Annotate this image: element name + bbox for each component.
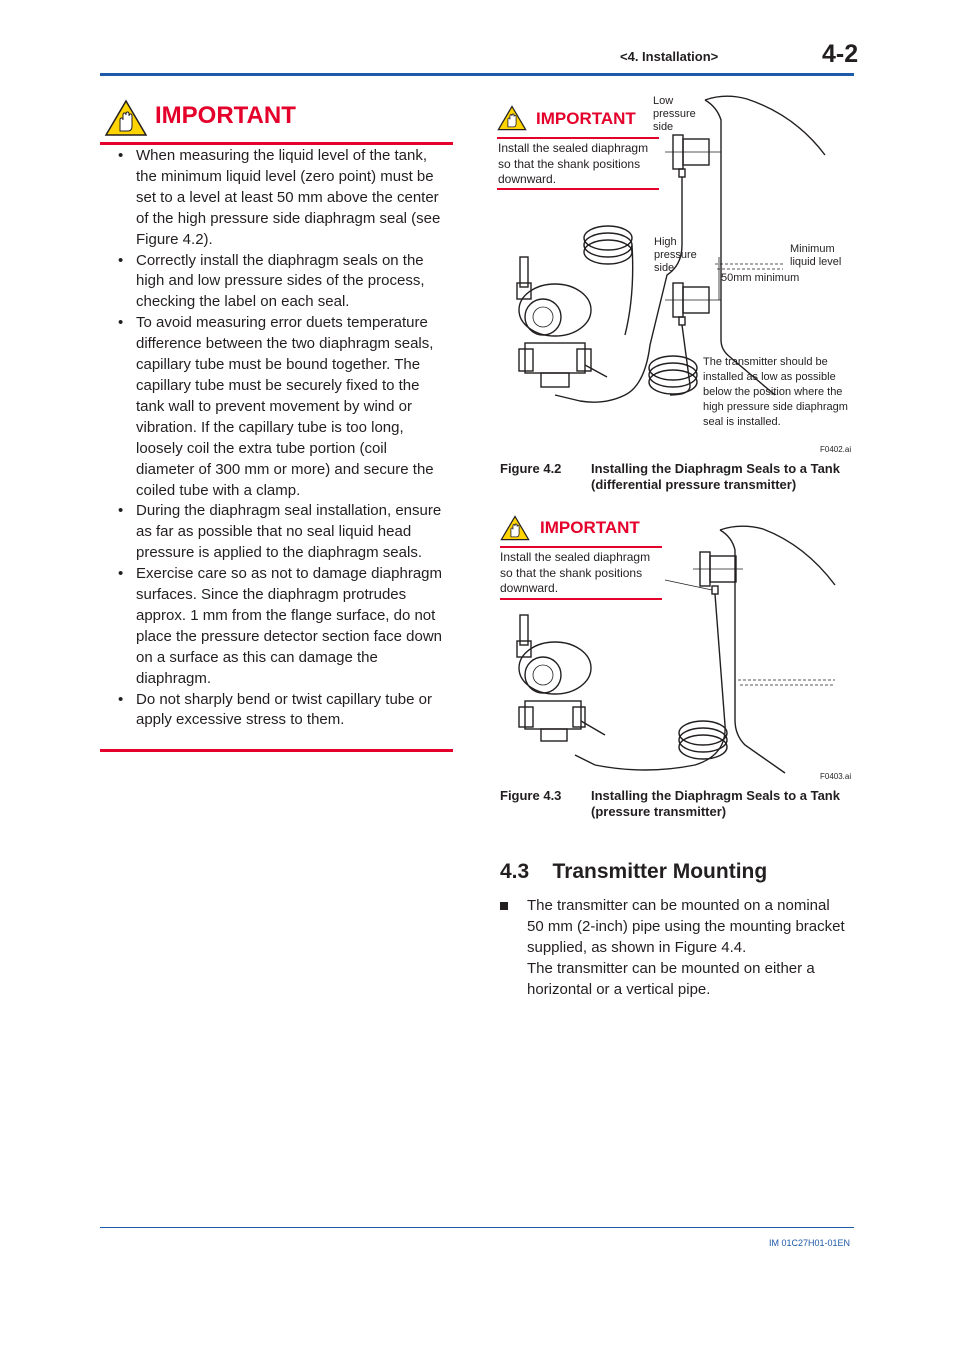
important-bottom-rule	[100, 749, 453, 752]
figure-4-2-file-id: F0402.ai	[820, 445, 852, 454]
section-paragraph: The transmitter can be mounted on either a horizontal or a vertical pipe.	[527, 959, 815, 998]
tank-wall	[705, 100, 775, 395]
list-item: • To avoid measuring error duets temperature difference between the two diaphragm seals, capillary tube must be bound together. The capillary tube must be securely fixed to the tank wall to prevent movement by wind or vibration. If the capillary tube is too long, loosely coil the extra tube portion (coil diameter of 300 mm or more) and secure the coiled tube with a clamp.	[118, 313, 448, 501]
important-top-rule	[100, 142, 453, 145]
header-section-label: <4. Installation>	[620, 49, 719, 64]
caution-hand-icon	[104, 99, 148, 137]
section-paragraph: The transmitter can be mounted on a nominal 50 mm (2-inch) pipe using the mounting bracket supplied, as shown in Figure 4.4.	[527, 897, 845, 956]
figure-4-3-caption-text: Installing the Diaphragm Seals to a Tank (pressure transmitter)	[591, 788, 840, 819]
page-number: 4-2	[822, 40, 859, 68]
figure-4-3-caption-number: Figure 4.3	[500, 788, 562, 803]
list-item: • Exercise care so as not to damage diaphragm surfaces. Since the diaphragm protrudes approx. 1 mm from the flange surface, do not place the pressure detector section face down on a surface as this can damage the diaphragm.	[118, 564, 448, 689]
figure-4-3-important-title: IMPORTANT	[540, 518, 640, 537]
header-rule	[100, 73, 854, 76]
label-minimum-liquid-level: Minimum liquid level	[790, 243, 842, 268]
square-bullet-icon	[500, 902, 508, 910]
transmitter-drawing	[517, 257, 607, 387]
figure-4-3-important-top-rule	[500, 546, 662, 548]
list-item: • Correctly install the diaphragm seals on the high and low pressure sides of the process, checking the label on each seal.	[118, 251, 448, 314]
tank-wall	[720, 530, 785, 773]
important-title: IMPORTANT	[155, 102, 296, 129]
transmitter-drawing	[517, 615, 605, 741]
figure-4-3-important-bottom-rule	[500, 598, 662, 600]
figure-4-3-file-id: F0403.ai	[820, 772, 852, 781]
label-high-pressure-side: High pressure side	[654, 236, 697, 274]
figure-4-2-important-note: Install the sealed diaphragm so that the shank positions downward.	[498, 141, 649, 186]
section-body	[527, 896, 847, 1001]
label-low-pressure-side: Low pressure side	[653, 95, 696, 133]
list-item: • Do not sharply bend or twist capillary tube or apply excessive stress to them.	[118, 690, 448, 732]
caution-hand-icon	[497, 104, 527, 132]
figure-4-3-important-note: Install the sealed diaphragm so that the shank positions downward.	[500, 550, 651, 595]
label-50mm-minimum: 50mm minimum	[721, 272, 800, 284]
footer-doc-number: IM 01C27H01-01EN	[769, 1238, 851, 1248]
figure-4-2-important-bottom-rule	[497, 188, 659, 190]
label-transmitter-position: The transmitter should be installed as low as possible below the position where the high pressure side diaphragm seal is installed.	[703, 356, 848, 428]
figure-4-2-caption-text: Installing the Diaphragm Seals to a Tank (differential pressure transmitter)	[591, 461, 840, 492]
footer-rule	[100, 1227, 854, 1228]
important-bullet-list	[118, 146, 448, 731]
section-title: 4.3 Transmitter Mounting	[500, 860, 768, 883]
figure-4-2-important-top-rule	[497, 137, 659, 139]
figure-4-2-important-title: IMPORTANT	[536, 109, 636, 128]
list-item: • When measuring the liquid level of the tank, the minimum liquid level (zero point) must be set to a level at least 50 mm above the center of the high pressure side diaphragm seal (see Figure 4.2).	[118, 146, 448, 251]
caution-hand-icon	[500, 514, 530, 542]
figure-4-2-caption-number: Figure 4.2	[500, 461, 562, 476]
list-item: • During the diaphragm seal installation, ensure as far as possible that no seal liquid head pressure is applied to the diaphragm seals.	[118, 501, 448, 564]
